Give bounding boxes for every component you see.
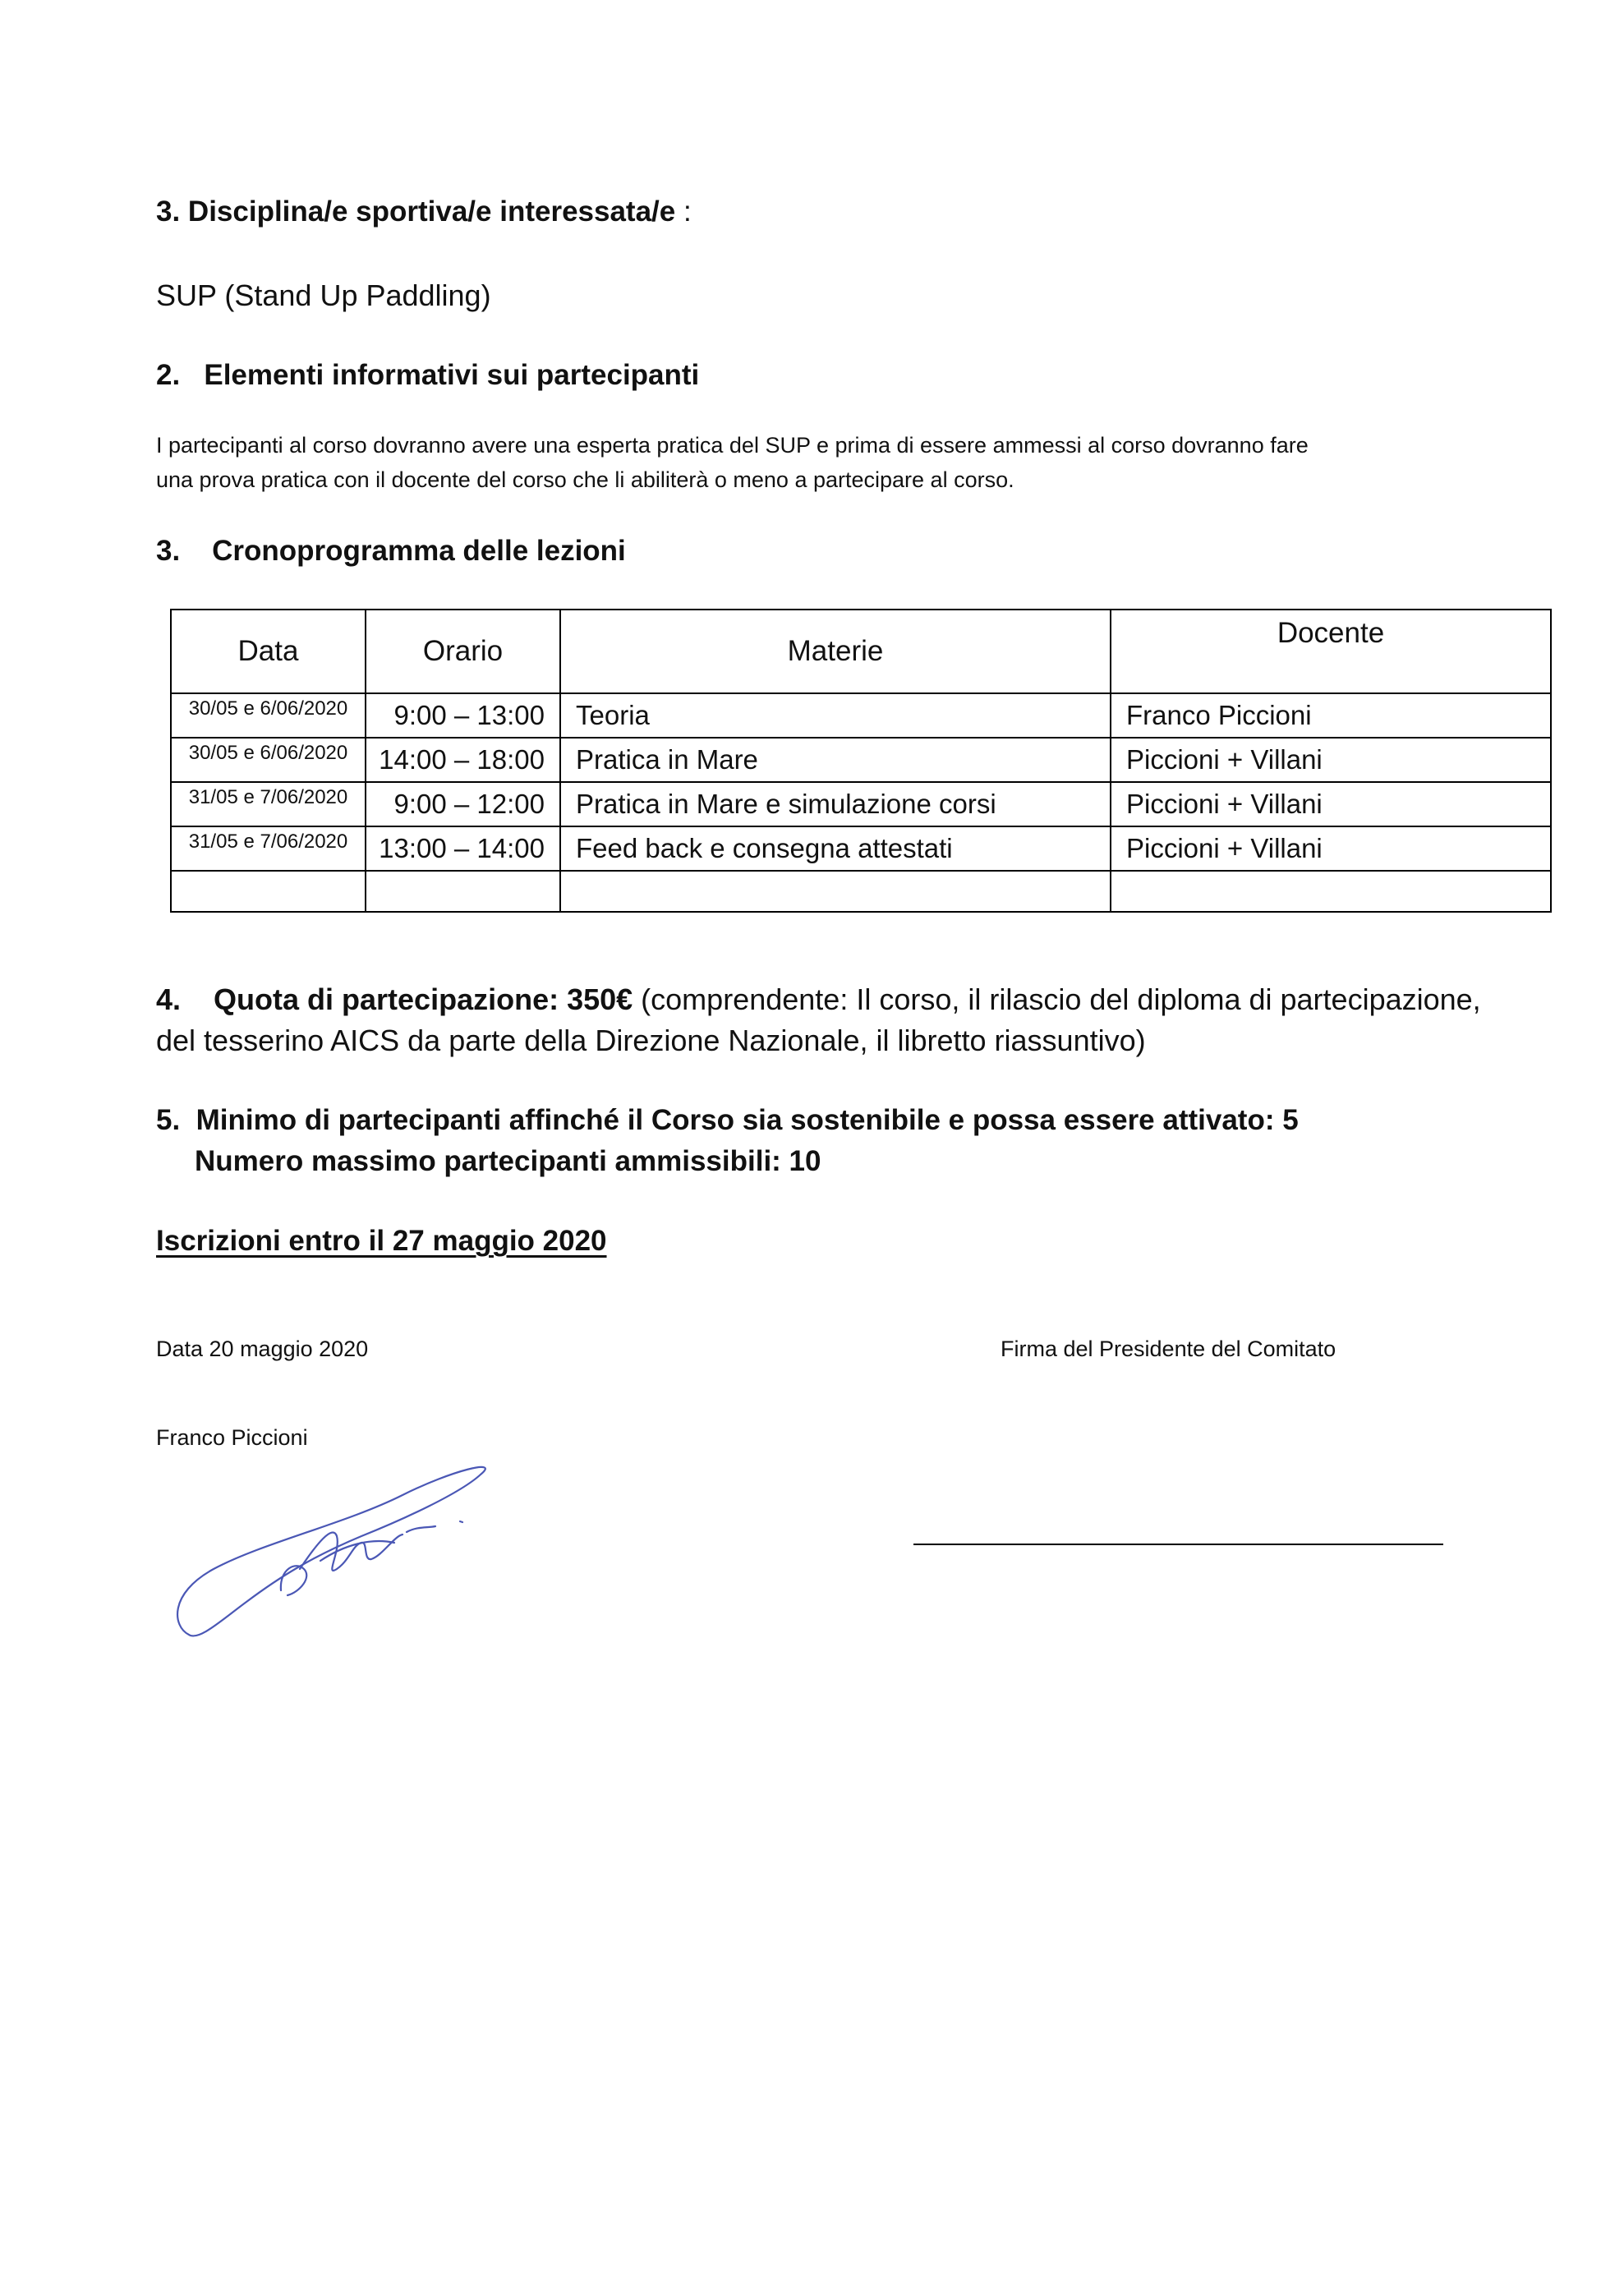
signer-name: Franco Piccioni bbox=[156, 1425, 308, 1450]
cell-materie: Pratica in Mare e simulazione corsi bbox=[560, 782, 1111, 826]
fee-text-line1: (comprendente: Il corso, il rilascio del diploma di partecipazione, bbox=[633, 982, 1481, 1016]
handwritten-signature bbox=[156, 1446, 526, 1659]
schedule-table bbox=[170, 609, 1552, 913]
signature-caption: Firma del Presidente del Comitato bbox=[1001, 1337, 1336, 1361]
discipline-heading bbox=[156, 196, 692, 228]
fee-label: 4. Quota di partecipazione: 350€ bbox=[156, 982, 633, 1016]
col-header-docente: Docente bbox=[1111, 610, 1551, 693]
participants-text-line2: una prova pratica con il docente del corso che li abiliterà o meno a partecipare al corso. bbox=[156, 467, 1014, 492]
cell-orario: 9:00 – 12:00 bbox=[366, 782, 560, 826]
col-header-materie: Materie bbox=[560, 610, 1111, 693]
cell-orario: 9:00 – 13:00 bbox=[366, 693, 560, 738]
cell-empty bbox=[171, 871, 366, 912]
cell-materie: Pratica in Mare bbox=[560, 738, 1111, 782]
enrollment-deadline-text: Iscrizioni entro il 27 maggio 2020 bbox=[156, 1225, 607, 1257]
col-header-data: Data bbox=[171, 610, 366, 693]
discipline-heading-bold: 3. Disciplina/e sportiva/e interessata/e bbox=[156, 196, 676, 228]
fee-line1 bbox=[156, 982, 1481, 1017]
cell-docente: Piccioni + Villani bbox=[1111, 738, 1551, 782]
discipline-value: SUP (Stand Up Paddling) bbox=[156, 278, 491, 312]
cell-docente: Franco Piccioni bbox=[1111, 693, 1551, 738]
cell-empty bbox=[560, 871, 1111, 912]
discipline-heading-colon: : bbox=[675, 196, 692, 228]
table-row bbox=[171, 826, 1551, 871]
enrollment-deadline bbox=[156, 1225, 607, 1258]
schedule-header-row bbox=[171, 610, 1551, 693]
cell-materie: Feed back e consegna attestati bbox=[560, 826, 1111, 871]
schedule-heading: 3. Cronoprogramma delle lezioni bbox=[156, 535, 626, 567]
table-row bbox=[171, 738, 1551, 782]
cell-orario: 14:00 – 18:00 bbox=[366, 738, 560, 782]
minimum-participants-line: 5. Minimo di partecipanti affinché il Corso sia sostenibile e possa essere attivato: 5 bbox=[156, 1104, 1299, 1136]
cell-orario: 13:00 – 14:00 bbox=[366, 826, 560, 871]
table-row bbox=[171, 693, 1551, 738]
participants-heading: 2. Elementi informativi sui partecipanti bbox=[156, 359, 700, 391]
table-row bbox=[171, 782, 1551, 826]
cell-empty bbox=[366, 871, 560, 912]
signature-line bbox=[913, 1544, 1443, 1545]
cell-materie: Teoria bbox=[560, 693, 1111, 738]
document-date: Data 20 maggio 2020 bbox=[156, 1337, 369, 1361]
cell-docente: Piccioni + Villani bbox=[1111, 782, 1551, 826]
cell-data: 31/05 e 7/06/2020 bbox=[171, 782, 366, 826]
participants-text-line1: I partecipanti al corso dovranno avere una esperta pratica del SUP e prima di essere ammessi al corso dovranno fare bbox=[156, 433, 1309, 458]
fee-text-line2: del tesserino AICS da parte della Direzione Nazionale, il libretto riassuntivo) bbox=[156, 1024, 1146, 1057]
cell-data: 30/05 e 6/06/2020 bbox=[171, 693, 366, 738]
col-header-orario: Orario bbox=[366, 610, 560, 693]
cell-empty bbox=[1111, 871, 1551, 912]
cell-docente: Piccioni + Villani bbox=[1111, 826, 1551, 871]
cell-data: 31/05 e 7/06/2020 bbox=[171, 826, 366, 871]
table-row-empty bbox=[171, 871, 1551, 912]
cell-data: 30/05 e 6/06/2020 bbox=[171, 738, 366, 782]
maximum-participants-line: Numero massimo partecipanti ammissibili: 10 bbox=[195, 1145, 821, 1177]
